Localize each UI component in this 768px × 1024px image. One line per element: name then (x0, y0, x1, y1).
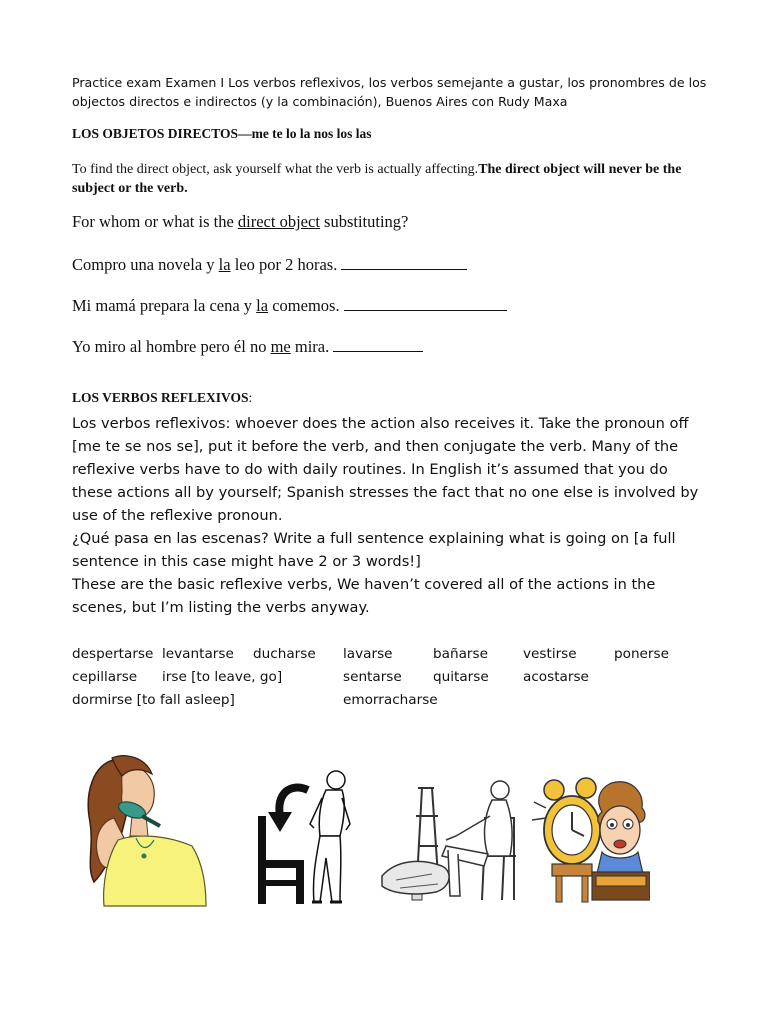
reflexive-heading (72, 390, 252, 406)
answer-blank-3[interactable] (333, 337, 423, 352)
man-removing-pants-illustration (376, 776, 524, 904)
reflexive-heading-colon: : (248, 390, 253, 405)
sentence-3-pronoun: me (270, 337, 291, 356)
header-line-2: objectos directos e indirectos (y la combinación), Buenos Aires con Rudy Maxa (72, 94, 568, 109)
man-sitting-down-illustration (250, 768, 358, 908)
sentence-1 (72, 255, 467, 275)
question-text: For whom or what is the (72, 212, 238, 231)
verb-banarse: bañarse (433, 646, 488, 662)
verb-irse: irse [to leave, go] (162, 669, 283, 685)
woman-brushing-hair-illustration (74, 752, 234, 908)
reflexive-paragraph-3: These are the basic reflexive verbs, We haven’t covered all of the actions in the scenes, but I’m listing the verbs anyway. (72, 576, 656, 616)
sentence-2-pronoun: la (256, 296, 269, 315)
verb-cepillarse: cepillarse (72, 669, 138, 685)
sentence-2 (72, 296, 507, 316)
answer-blank-1[interactable] (341, 255, 467, 270)
verb-quitarse: quitarse (433, 669, 489, 685)
verb-acostarse: acostarse (523, 669, 589, 685)
verb-levantarse: levantarse (162, 646, 234, 662)
reflexive-paragraph-2: ¿Qué pasa en las escenas? Write a full sentence explaining what is going on [a full sentence in this case might have 2 or 3 words!] (72, 530, 676, 570)
question-underlined: direct object (237, 212, 320, 231)
verb-emorracharse: emorracharse (343, 692, 438, 708)
verb-ducharse: ducharse (253, 646, 316, 662)
boy-alarm-clock-illustration (532, 768, 650, 908)
sentence-1-text-end: leo por 2 horas. (230, 255, 342, 274)
verb-ponerse: ponerse (614, 646, 669, 662)
sentence-3 (72, 337, 423, 357)
reflexive-heading-text: LOS VERBOS REFLEXIVOS (72, 390, 249, 405)
intro-bold: The direct object will never be the subject or the verb. (72, 162, 682, 196)
direct-object-question (72, 212, 408, 232)
sentence-1-text: Compro una novela y (72, 255, 219, 274)
sentence-2-text: Mi mamá prepara la cena y (72, 296, 257, 315)
verb-despertarse: despertarse (72, 646, 154, 662)
exam-header (72, 73, 706, 111)
sentence-3-text: Yo miro al hombre pero él no (72, 337, 271, 356)
reflexive-body (72, 412, 712, 619)
question-text-end: substituting? (319, 212, 409, 231)
sentence-3-text-end: mira. (290, 337, 334, 356)
answer-blank-2[interactable] (344, 296, 507, 311)
sentence-2-text-end: comemos. (268, 296, 344, 315)
verb-sentarse: sentarse (343, 669, 402, 685)
verb-vestirse: vestirse (523, 646, 577, 662)
header-line-1: Practice exam Examen I Los verbos reflexivos, los verbos semejante a gustar, los pronombres de los (72, 75, 707, 90)
direct-objects-heading: LOS OBJETOS DIRECTOS—me te lo la nos los las (72, 126, 372, 141)
reflexive-paragraph-1: Los verbos reflexivos: whoever does the action also receives it. Take the pronoun off [me te se nos se], put it before the verb, and then conjugate the verb. Many of the reflexive verbs have to do with daily routines. In English it’s assumed that you do these actions all by yourself; Spanish stresses the fact that no one else is involved by use of the reflexive pronoun. (72, 415, 699, 524)
verb-dormirse: dormirse [to fall asleep] (72, 692, 235, 708)
intro-plain: To find the direct object, ask yourself what the verb is actually affecting. (72, 162, 479, 177)
sentence-1-pronoun: la (218, 255, 231, 274)
verb-lavarse: lavarse (343, 646, 393, 662)
direct-objects-intro (72, 160, 712, 198)
